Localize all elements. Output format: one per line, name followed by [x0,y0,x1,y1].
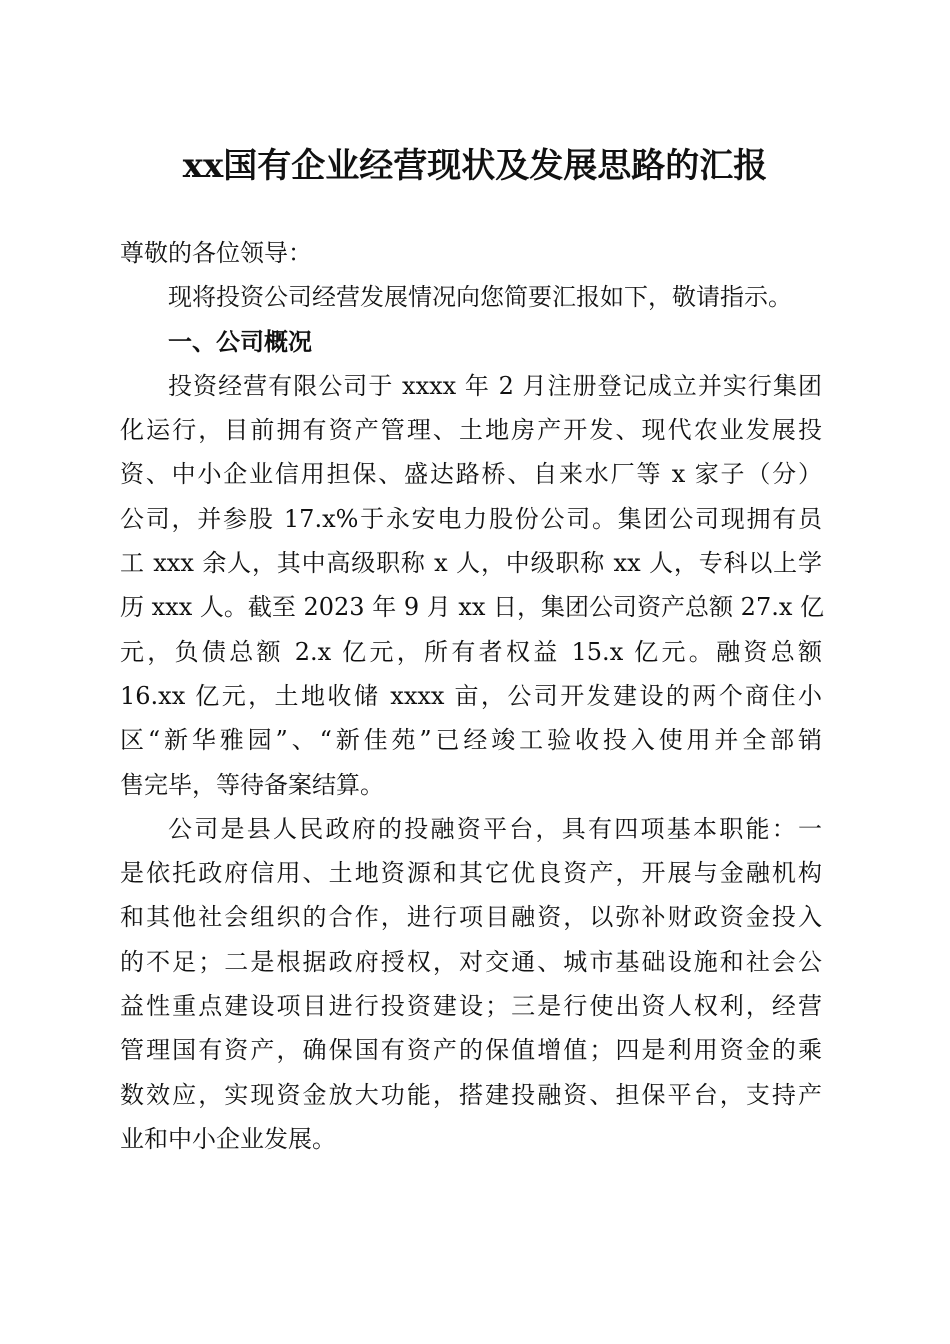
text-line: 工 xxx 余人，其中高级职称 x 人，中级职称 xx 人，专科以上学 [120,549,822,578]
intro-paragraph: 现将投资公司经营发展情况向您简要汇报如下，敬请指示。 [168,283,792,312]
text-line: 业和中小企业发展。 [120,1124,336,1153]
document-title: xx国有企业经营现状及发展思路的汇报 [182,146,768,186]
text-line: 的不足；二是根据政府授权，对交通、城市基础设施和社会公 [120,947,822,976]
salutation: 尊敬的各位领导： [120,239,312,267]
section-heading: 一、公司概况 [168,327,312,356]
text-line: 益性重点建设项目进行投资建设；三是行使出资人权利，经营 [120,992,822,1021]
text-line: 化运行，目前拥有资产管理、土地房产开发、现代农业发展投 [120,416,822,445]
paragraph-company-functions [120,807,822,1161]
document-body [120,231,825,1161]
paragraph-company-overview [120,364,825,807]
text-line: 区“新华雅园”、“新佳苑”已经竣工验收投入使用并全部销 [120,726,822,755]
text-line: 公司，并参股 17.x%于永安电力股份公司。集团公司现拥有员 [120,504,822,533]
text-line: 是依托政府信用、土地资源和其它优良资产，开展与金融机构 [120,859,822,888]
text-line: 数效应，实现资金放大功能，搭建投融资、担保平台，支持产 [120,1080,822,1109]
text-line: 历 xxx 人。截至 2023 年 9 月 xx 日，集团公司资产总额 27.x 亿 [120,593,825,622]
text-line: 和其他社会组织的合作，进行项目融资，以弥补财政资金投入 [120,903,822,932]
text-line: 管理国有资产，确保国有资产的保值增值；四是利用资金的乘 [120,1036,822,1065]
text-line: 投资经营有限公司于 xxxx 年 2 月注册登记成立并实行集团 [168,371,822,400]
text-line: 售完毕，等待备案结算。 [120,770,384,799]
text-line: 公司是县人民政府的投融资平台，具有四项基本职能：一 [168,814,822,843]
text-line: 元，负债总额 2.x 亿元，所有者权益 15.x 亿元。融资总额 [120,637,822,666]
text-line: 资、中小企业信用担保、盛达路桥、自来水厂等 x 家子（分） [120,460,822,489]
text-line: 16.xx 亿元，土地收储 xxxx 亩，公司开发建设的两个商住小 [120,681,822,710]
